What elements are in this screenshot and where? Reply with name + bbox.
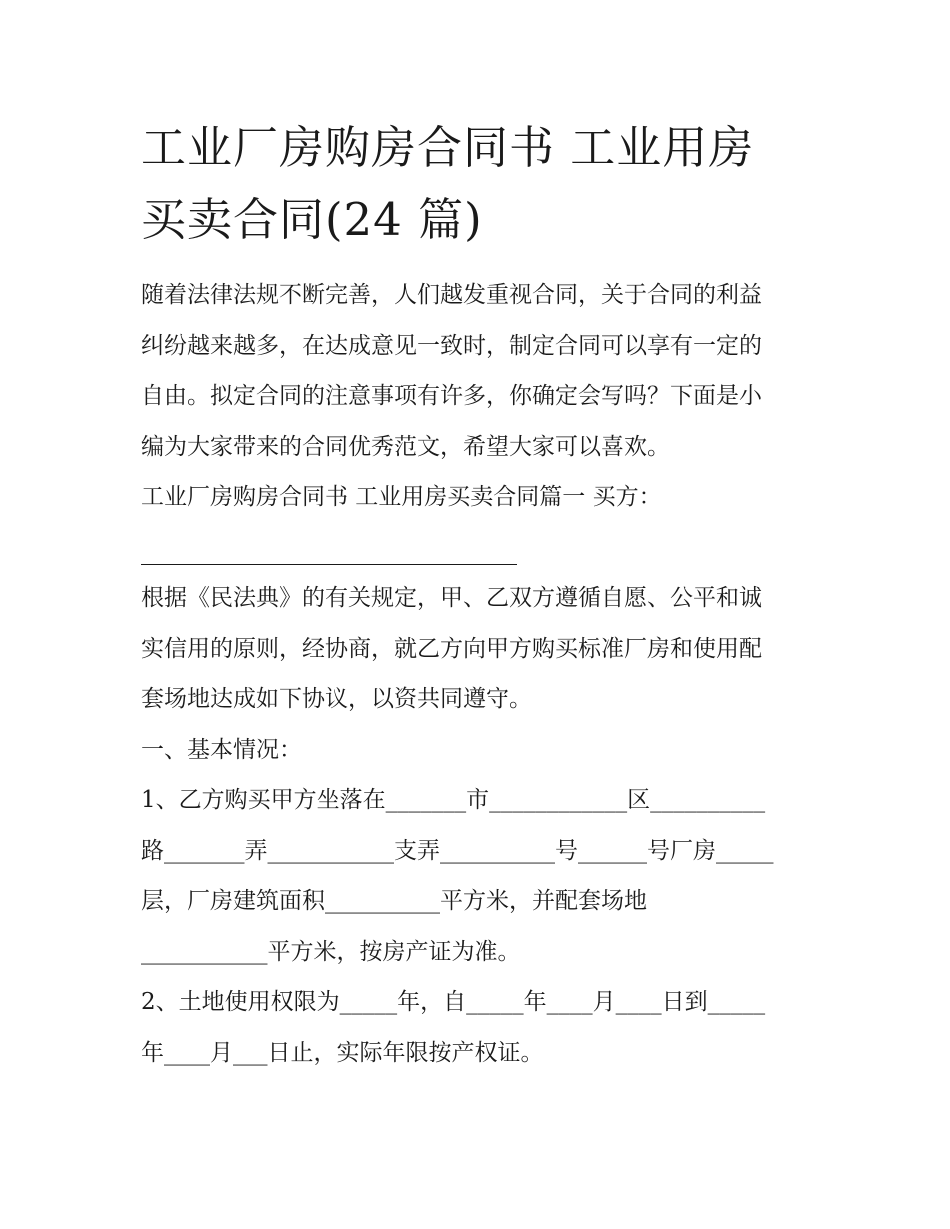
text-line: 路_______弄___________支弄__________号______号厂房_____ <box>141 837 774 864</box>
document-title <box>141 112 821 256</box>
text-line: 自由。拟定合同的注意事项有许多，你确定会写吗？下面是小 <box>141 383 762 409</box>
basis-paragraph <box>141 573 821 725</box>
text-line: 纠纷越来越多，在达成意见一致时，制定合同可以享有一定的 <box>141 332 762 359</box>
text-line: 编为大家带来的合同优秀范文，希望大家可以喜欢。 <box>141 433 670 460</box>
text-line: 实信用的原则，经协商，就乙方向甲方购买标准厂房和使用配 <box>141 635 762 662</box>
text-line: 根据《民法典》的有关规定，甲、乙双方遵循自愿、公平和诚 <box>141 585 762 611</box>
text-line: 一、基本情况： <box>141 736 302 763</box>
section-heading <box>141 472 821 573</box>
text-line: 随着法律法规不断完善，人们越发重视合同，关于合同的利益 <box>141 282 762 308</box>
text-line: 1、乙方购买甲方坐落在_______市____________区__________ <box>141 787 766 813</box>
text-line: 2、土地使用权限为_____年，自_____年____月____日到_____ <box>141 989 766 1015</box>
intro-paragraph <box>141 270 821 472</box>
blank-rule <box>141 564 517 565</box>
text-line: 年____月___日止，实际年限按产权证。 <box>141 1039 544 1066</box>
text-line: ___________平方米，按房产证为准。 <box>141 938 521 965</box>
buyer-blank-line <box>141 523 821 574</box>
title-line: 工业厂房购房合同书 工业用房 <box>141 121 755 174</box>
text-line: 工业厂房购房合同书 工业用房买卖合同篇一 买方： <box>141 484 662 510</box>
text-line: 套场地达成如下协议，以资共同遵守。 <box>141 686 532 712</box>
clause-two <box>141 977 821 1078</box>
document-content <box>141 112 821 1078</box>
title-line: 买卖合同(24 篇) <box>141 193 483 246</box>
text-line: 层，厂房建筑面积__________平方米，并配套场地 <box>141 888 647 914</box>
article-heading <box>141 725 821 776</box>
clause-one <box>141 775 821 977</box>
